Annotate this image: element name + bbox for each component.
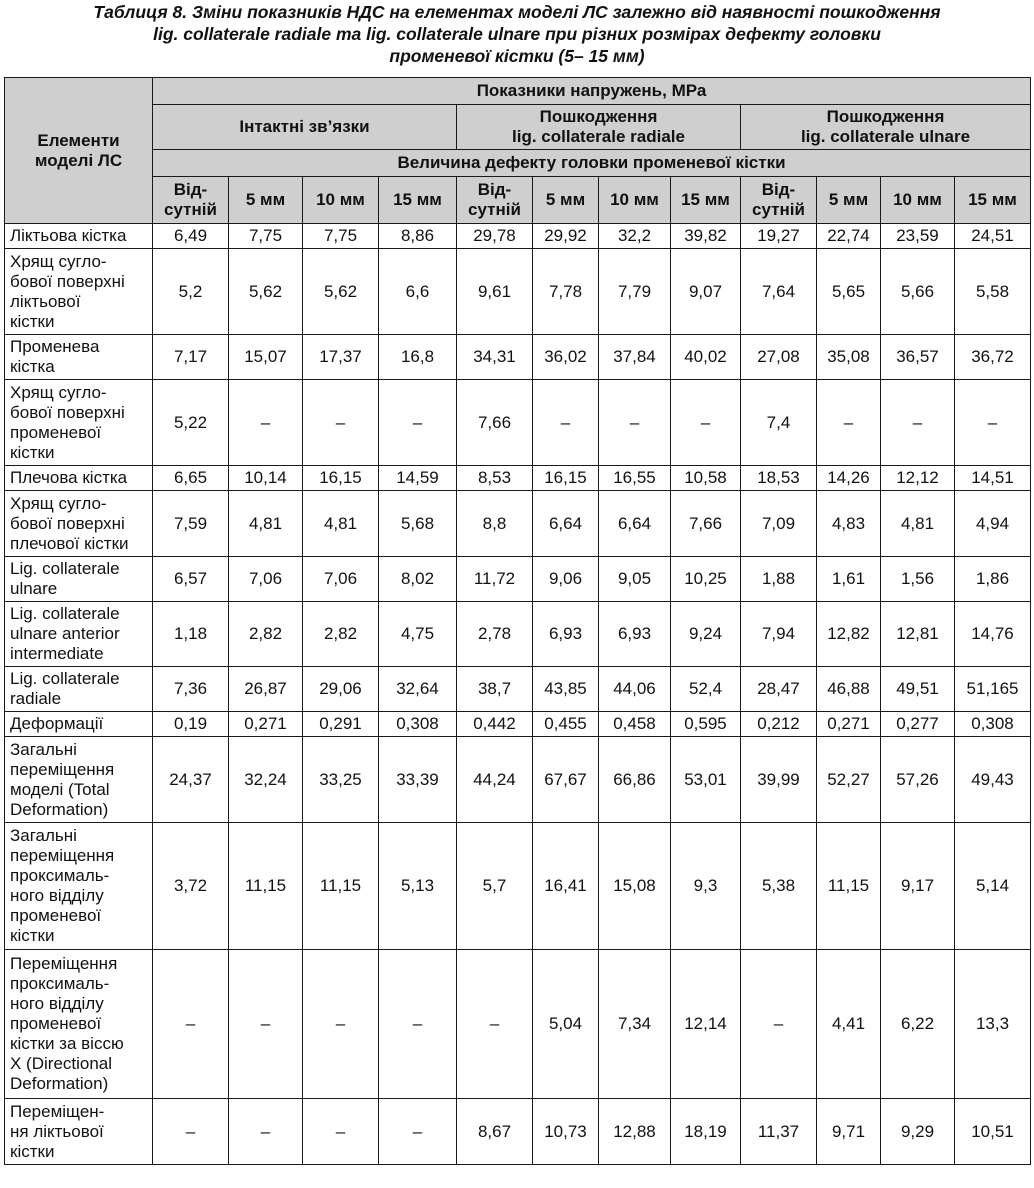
table-cell: 7,59 <box>153 491 229 557</box>
table-cell: 10,51 <box>955 1099 1031 1165</box>
table-cell: 11,15 <box>303 823 379 950</box>
header-indicators: Показники напружень, МРа <box>153 78 1031 105</box>
header-group-radiale: Пошкодження lig. collaterale radiale <box>457 105 741 150</box>
table-cell: 29,92 <box>533 224 599 249</box>
table-cell: 5,7 <box>457 823 533 950</box>
table-row <box>5 380 1031 466</box>
table-cell: 5,14 <box>955 823 1031 950</box>
table-cell: 4,94 <box>955 491 1031 557</box>
row-label: Lig. collaterale ulnare <box>5 557 153 602</box>
table-cell: 6,93 <box>599 602 671 667</box>
header-size: Від- сутній <box>153 177 229 224</box>
table-cell: 10,14 <box>229 466 303 491</box>
table-cell: 29,06 <box>303 667 379 712</box>
row-label: Переміщен- ня ліктьової кістки <box>5 1099 153 1165</box>
table-cell: 0,455 <box>533 712 599 737</box>
table-cell: 35,08 <box>817 335 881 380</box>
table-cell: 4,81 <box>881 491 955 557</box>
table-cell: 51,165 <box>955 667 1031 712</box>
table-cell: 11,72 <box>457 557 533 602</box>
row-label: Плечова кістка <box>5 466 153 491</box>
table-cell: 6,64 <box>533 491 599 557</box>
table-cell: 7,66 <box>457 380 533 466</box>
table-cell: 5,68 <box>379 491 457 557</box>
table-row <box>5 224 1031 249</box>
table-cell: 5,62 <box>229 249 303 335</box>
header-sizes-row <box>5 177 1031 224</box>
header-size: 15 мм <box>379 177 457 224</box>
table-row <box>5 950 1031 1099</box>
table-cell: 9,3 <box>671 823 741 950</box>
table-cell: 32,2 <box>599 224 671 249</box>
table-cell: 46,88 <box>817 667 881 712</box>
table-row <box>5 466 1031 491</box>
table-cell: 5,38 <box>741 823 817 950</box>
table-cell: 5,2 <box>153 249 229 335</box>
table-cell: 5,58 <box>955 249 1031 335</box>
table-cell: 12,88 <box>599 1099 671 1165</box>
table-cell: 40,02 <box>671 335 741 380</box>
table-cell: 44,24 <box>457 737 533 823</box>
table-cell: 37,84 <box>599 335 671 380</box>
table-cell: 16,15 <box>303 466 379 491</box>
table-cell: 36,72 <box>955 335 1031 380</box>
table-cell: 6,49 <box>153 224 229 249</box>
table-cell: 7,4 <box>741 380 817 466</box>
table-cell: 39,99 <box>741 737 817 823</box>
header-group-ulnare: Пошкодження lig. collaterale ulnare <box>741 105 1031 150</box>
table-cell: 0,308 <box>379 712 457 737</box>
table-cell: 22,74 <box>817 224 881 249</box>
table-cell: 19,27 <box>741 224 817 249</box>
caption-line-3: променевої кістки (5– 15 мм) <box>389 46 645 66</box>
row-label: Деформації <box>5 712 153 737</box>
table-cell: 52,27 <box>817 737 881 823</box>
table-cell: 53,01 <box>671 737 741 823</box>
table-cell: 49,51 <box>881 667 955 712</box>
table-cell: 44,06 <box>599 667 671 712</box>
table-cell: 7,66 <box>671 491 741 557</box>
table-cell: 5,22 <box>153 380 229 466</box>
table-cell: 13,3 <box>955 950 1031 1099</box>
table-cell: – <box>955 380 1031 466</box>
table-cell: 9,07 <box>671 249 741 335</box>
table-cell: 39,82 <box>671 224 741 249</box>
table-cell: 0,212 <box>741 712 817 737</box>
table-cell: 5,04 <box>533 950 599 1099</box>
table-cell: – <box>303 1099 379 1165</box>
row-label: Хрящ сугло- бової поверхні ліктьової кістки <box>5 249 153 335</box>
table-cell: 16,55 <box>599 466 671 491</box>
table-cell: 7,64 <box>741 249 817 335</box>
table-cell: – <box>817 380 881 466</box>
table-row <box>5 557 1031 602</box>
row-label: Променева кістка <box>5 335 153 380</box>
table-cell: 33,25 <box>303 737 379 823</box>
table-cell: 0,442 <box>457 712 533 737</box>
header-size: Від- сутній <box>741 177 817 224</box>
row-label: Ліктьова кістка <box>5 224 153 249</box>
table-cell: 66,86 <box>599 737 671 823</box>
table-cell: 11,15 <box>817 823 881 950</box>
table-cell: 0,271 <box>817 712 881 737</box>
table-row <box>5 1099 1031 1165</box>
table-cell: 10,58 <box>671 466 741 491</box>
table-cell: – <box>379 380 457 466</box>
table-cell: 8,8 <box>457 491 533 557</box>
table-body <box>5 224 1031 1165</box>
header-size: 10 мм <box>599 177 671 224</box>
row-label: Lig. collaterale ulnare anterior intermediate <box>5 602 153 667</box>
table-cell: 11,15 <box>229 823 303 950</box>
table-cell: 52,4 <box>671 667 741 712</box>
table-cell: – <box>153 1099 229 1165</box>
header-size: 5 мм <box>229 177 303 224</box>
table-cell: 1,88 <box>741 557 817 602</box>
header-defect: Величина дефекту головки променевої кістки <box>153 150 1031 177</box>
table-cell: – <box>881 380 955 466</box>
table-cell: 1,61 <box>817 557 881 602</box>
table-cell: 32,64 <box>379 667 457 712</box>
stress-table <box>4 77 1031 1165</box>
table-cell: 12,12 <box>881 466 955 491</box>
table-cell: 14,59 <box>379 466 457 491</box>
table-cell: 12,81 <box>881 602 955 667</box>
table-cell: 0,291 <box>303 712 379 737</box>
table-cell: 7,17 <box>153 335 229 380</box>
table-cell: 57,26 <box>881 737 955 823</box>
table-cell: 7,79 <box>599 249 671 335</box>
table-cell: 9,24 <box>671 602 741 667</box>
table-cell: 14,76 <box>955 602 1031 667</box>
table-cell: 67,67 <box>533 737 599 823</box>
header-elements: Елементи моделі ЛС <box>5 78 153 224</box>
header-size: 15 мм <box>671 177 741 224</box>
table-cell: – <box>229 1099 303 1165</box>
table-row <box>5 602 1031 667</box>
table-caption <box>0 0 1034 74</box>
table-cell: 2,82 <box>229 602 303 667</box>
table-cell: 16,15 <box>533 466 599 491</box>
table-cell: 7,09 <box>741 491 817 557</box>
table-cell: 27,08 <box>741 335 817 380</box>
row-label: Загальні переміщення проксималь- ного відділу променевої кістки <box>5 823 153 950</box>
table-cell: 6,6 <box>379 249 457 335</box>
table-cell: 34,31 <box>457 335 533 380</box>
table-cell: 16,41 <box>533 823 599 950</box>
table-row <box>5 667 1031 712</box>
table-cell: 15,07 <box>229 335 303 380</box>
table-row <box>5 249 1031 335</box>
table-cell: 7,78 <box>533 249 599 335</box>
table-row <box>5 335 1031 380</box>
table-cell: 49,43 <box>955 737 1031 823</box>
table-cell: 5,66 <box>881 249 955 335</box>
table-cell: – <box>303 950 379 1099</box>
table-cell: 7,75 <box>303 224 379 249</box>
table-cell: 8,02 <box>379 557 457 602</box>
table-cell: 36,02 <box>533 335 599 380</box>
header-size: 15 мм <box>955 177 1031 224</box>
header-size: Від- сутній <box>457 177 533 224</box>
table-cell: 8,86 <box>379 224 457 249</box>
row-label: Переміщення проксималь- ного відділу променевої кістки за віссю X (Directional Deformation) <box>5 950 153 1099</box>
table-cell: 15,08 <box>599 823 671 950</box>
table-cell: 9,05 <box>599 557 671 602</box>
table-cell: 5,62 <box>303 249 379 335</box>
table-cell: – <box>229 950 303 1099</box>
table-cell: 2,82 <box>303 602 379 667</box>
caption-line-2: lig. collaterale radiale та lig. collaterale ulnare при різних розмірах дефекту головки <box>153 24 881 44</box>
table-cell: 4,81 <box>229 491 303 557</box>
table-cell: 3,72 <box>153 823 229 950</box>
table-cell: 17,37 <box>303 335 379 380</box>
table-cell: 0,19 <box>153 712 229 737</box>
table-cell: 6,64 <box>599 491 671 557</box>
table-cell: 4,81 <box>303 491 379 557</box>
table-cell: 12,14 <box>671 950 741 1099</box>
header-size: 5 мм <box>817 177 881 224</box>
table-cell: 11,37 <box>741 1099 817 1165</box>
row-label: Загальні переміщення моделі (Total Deformation) <box>5 737 153 823</box>
table-cell: – <box>229 380 303 466</box>
table-cell: 9,17 <box>881 823 955 950</box>
header-size: 5 мм <box>533 177 599 224</box>
table-cell: 7,34 <box>599 950 671 1099</box>
table-cell: 38,7 <box>457 667 533 712</box>
table-cell: – <box>741 950 817 1099</box>
table-cell: 7,94 <box>741 602 817 667</box>
table-cell: 32,24 <box>229 737 303 823</box>
table-cell: 8,67 <box>457 1099 533 1165</box>
table-cell: 6,57 <box>153 557 229 602</box>
table-cell: 7,06 <box>303 557 379 602</box>
table-header <box>5 78 1031 224</box>
table-cell: – <box>599 380 671 466</box>
table-cell: 23,59 <box>881 224 955 249</box>
table-cell: 33,39 <box>379 737 457 823</box>
table-cell: 0,271 <box>229 712 303 737</box>
table-cell: – <box>379 1099 457 1165</box>
table-cell: 26,87 <box>229 667 303 712</box>
table-cell: 4,75 <box>379 602 457 667</box>
table-cell: 2,78 <box>457 602 533 667</box>
row-label: Хрящ сугло- бової поверхні променевої кістки <box>5 380 153 466</box>
table-cell: 1,86 <box>955 557 1031 602</box>
table-cell: 18,19 <box>671 1099 741 1165</box>
table-cell: 12,82 <box>817 602 881 667</box>
table-cell: 0,308 <box>955 712 1031 737</box>
table-row <box>5 823 1031 950</box>
header-size: 10 мм <box>881 177 955 224</box>
table-cell: 16,8 <box>379 335 457 380</box>
table-cell: 8,53 <box>457 466 533 491</box>
table-cell: 43,85 <box>533 667 599 712</box>
table-cell: 5,13 <box>379 823 457 950</box>
table-row <box>5 712 1031 737</box>
table-cell: 6,65 <box>153 466 229 491</box>
table-cell: 9,29 <box>881 1099 955 1165</box>
table-cell: 6,93 <box>533 602 599 667</box>
table-cell: 9,71 <box>817 1099 881 1165</box>
table-cell: 36,57 <box>881 335 955 380</box>
header-size: 10 мм <box>303 177 379 224</box>
table-cell: 7,75 <box>229 224 303 249</box>
table-cell: 4,41 <box>817 950 881 1099</box>
header-group-intact: Інтактні зв’язки <box>153 105 457 150</box>
table-cell: 9,06 <box>533 557 599 602</box>
table-cell: 0,277 <box>881 712 955 737</box>
table-cell: 10,25 <box>671 557 741 602</box>
caption-line-1: Таблиця 8. Зміни показників НДС на елементах моделі ЛС залежно від наявності пошкодження <box>93 2 941 22</box>
table-cell: – <box>379 950 457 1099</box>
table-cell: 1,56 <box>881 557 955 602</box>
table-cell: 4,83 <box>817 491 881 557</box>
table-cell: – <box>303 380 379 466</box>
table-cell: 7,06 <box>229 557 303 602</box>
table-row <box>5 737 1031 823</box>
table-row <box>5 491 1031 557</box>
table-cell: 10,73 <box>533 1099 599 1165</box>
row-label: Lig. collaterale radiale <box>5 667 153 712</box>
table-cell: 1,18 <box>153 602 229 667</box>
table-cell: 0,595 <box>671 712 741 737</box>
table-cell: 24,51 <box>955 224 1031 249</box>
table-cell: 5,65 <box>817 249 881 335</box>
table-cell: – <box>671 380 741 466</box>
table-cell: 9,61 <box>457 249 533 335</box>
row-label: Хрящ сугло- бової поверхні плечової кістки <box>5 491 153 557</box>
table-cell: – <box>457 950 533 1099</box>
table-cell: 18,53 <box>741 466 817 491</box>
table-cell: 24,37 <box>153 737 229 823</box>
table-cell: 7,36 <box>153 667 229 712</box>
table-cell: 29,78 <box>457 224 533 249</box>
table-cell: 14,26 <box>817 466 881 491</box>
table-cell: – <box>153 950 229 1099</box>
table-cell: 0,458 <box>599 712 671 737</box>
table-cell: 28,47 <box>741 667 817 712</box>
table-cell: – <box>533 380 599 466</box>
table-cell: 6,22 <box>881 950 955 1099</box>
table-cell: 14,51 <box>955 466 1031 491</box>
